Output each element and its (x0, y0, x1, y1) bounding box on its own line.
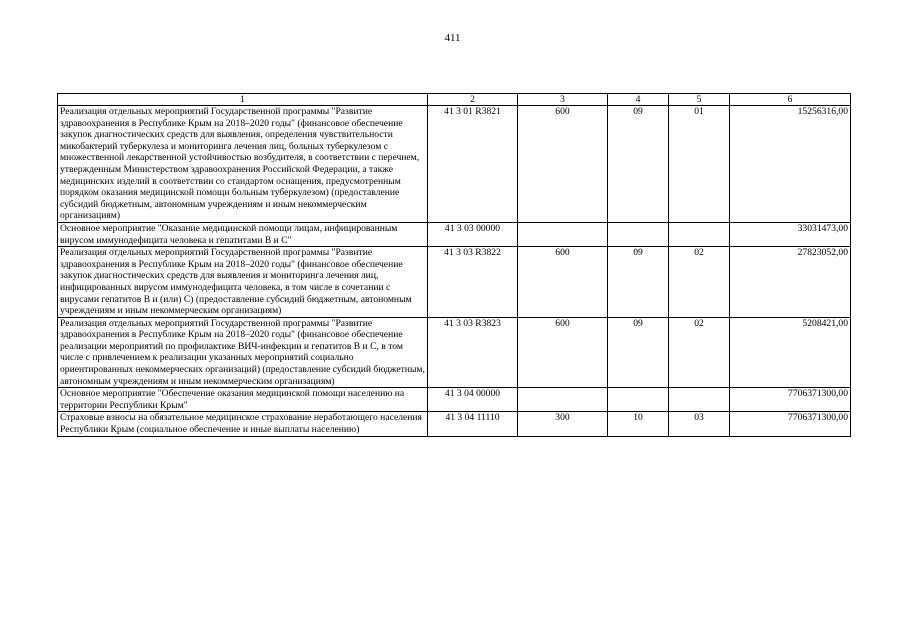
table-row (58, 247, 851, 318)
row-expense-type (518, 222, 608, 246)
row-section: 10 (608, 412, 669, 436)
table-header-row (58, 94, 851, 106)
column-header-2: 2 (428, 94, 518, 106)
column-header-3: 3 (518, 94, 608, 106)
row-section: 09 (608, 106, 669, 223)
row-expense-type: 600 (518, 317, 608, 388)
row-subsection: 01 (669, 106, 730, 223)
table-row (58, 222, 851, 246)
row-name: Основное мероприятие "Обеспечение оказания медицинской помощи населению на территории Республики Крым" (58, 388, 428, 412)
table-row (58, 317, 851, 388)
budget-table (57, 93, 851, 437)
row-target-code: 41 3 03 00000 (428, 222, 518, 246)
row-subsection: 03 (669, 412, 730, 436)
column-header-4: 4 (608, 94, 669, 106)
page-number: 411 (444, 32, 461, 44)
row-name: Страховые взносы на обязательное медицинское страхование неработающего населения Республики Крым (социальное обеспечение и иные выплаты населению) (58, 412, 428, 436)
row-target-code: 41 3 04 00000 (428, 388, 518, 412)
row-amount: 33031473,00 (730, 222, 851, 246)
row-amount: 27823052,00 (730, 247, 851, 318)
row-amount: 7706371300,00 (730, 412, 851, 436)
row-section (608, 222, 669, 246)
row-subsection (669, 388, 730, 412)
row-target-code: 41 3 03 R3822 (428, 247, 518, 318)
row-name: Реализация отдельных мероприятий Государственной программы "Развитие здравоохранения в Республике Крым на 2018–2020 годы" (финансовое обеспечение закупок диагностических средств для выявления, определения чувствительности микобактерий туберкулеза и мониторинга лечения лиц, больных туберкулезом с множественной лекарственной устойчивостью возбудителя, в соответствии с перечнем, утвержденным Министерством здравоохранения Российской Федерации, а также медицинских изделий в соответствии со стандартом оснащения, предусмотренным порядком оказания медицинской помощи больным туберкулезом) (предоставление субсидий бюджетным, автономным учреждениям и иным некоммерческим организациям) (58, 106, 428, 223)
row-name: Основное мероприятие "Оказание медицинской помощи лицам, инфицированным вирусом иммунодефицита человека и гепатитами B и C" (58, 222, 428, 246)
row-target-code: 41 3 01 R3821 (428, 106, 518, 223)
row-section: 09 (608, 247, 669, 318)
row-section: 09 (608, 317, 669, 388)
row-amount: 7706371300,00 (730, 388, 851, 412)
row-section (608, 388, 669, 412)
row-subsection: 02 (669, 317, 730, 388)
table-row (58, 388, 851, 412)
row-amount: 15256316,00 (730, 106, 851, 223)
row-expense-type: 300 (518, 412, 608, 436)
row-subsection (669, 222, 730, 246)
column-header-1: 1 (58, 94, 428, 106)
row-target-code: 41 3 03 R3823 (428, 317, 518, 388)
row-expense-type: 600 (518, 247, 608, 318)
row-name: Реализация отдельных мероприятий Государственной программы "Развитие здравоохранения в Республике Крым на 2018–2020 годы" (финансовое обеспечение реализации мероприятий по профилактике ВИЧ-инфекции и гепатитов B и C, в том числе с привлечением к реализации указанных мероприятий социально ориентированных некоммерческих организаций) (предоставление субсидий бюджетным, автономным учреждениям и иным некоммерческим организациям) (58, 317, 428, 388)
table-row (58, 412, 851, 436)
column-header-5: 5 (669, 94, 730, 106)
row-expense-type: 600 (518, 106, 608, 223)
row-name: Реализация отдельных мероприятий Государственной программы "Развитие здравоохранения в Республике Крым на 2018–2020 годы" (финансовое обеспечение закупок диагностических средств для выявления и мониторинга лечения лиц, инфицированных вирусом иммунодефицита человека, в том числе в сочетании с вирусами гепатитов B и (или) C) (предоставление субсидий бюджетным, автономным учреждениям и иным некоммерческим организациям) (58, 247, 428, 318)
row-target-code: 41 3 04 11110 (428, 412, 518, 436)
column-header-6: 6 (730, 94, 851, 106)
row-amount: 5208421,00 (730, 317, 851, 388)
table-row (58, 106, 851, 223)
row-subsection: 02 (669, 247, 730, 318)
row-expense-type (518, 388, 608, 412)
